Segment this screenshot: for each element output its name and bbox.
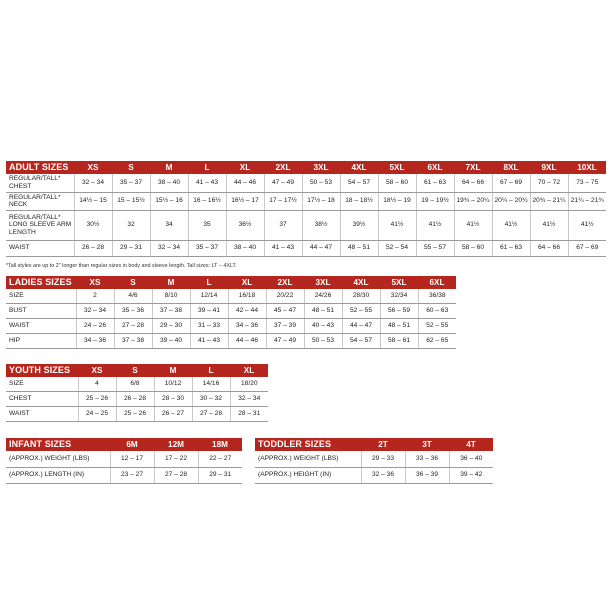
row-label: WAIST	[6, 407, 78, 422]
row-label: (APPROX.) WEIGHT (LBS)	[6, 451, 110, 467]
row-label: WAIST	[6, 240, 74, 256]
table-cell: 44 – 47	[342, 319, 380, 334]
table-header-row	[6, 438, 242, 451]
table-cell: 16/18	[228, 289, 266, 304]
table-cell: 19 – 19½	[416, 192, 454, 210]
table-cell: 41 – 43	[190, 334, 228, 349]
table-cell: 26 – 28	[116, 392, 154, 407]
table-cell: 8/10	[152, 289, 190, 304]
table-cell: 33 – 36	[405, 451, 449, 467]
table-cell: 17 – 17½	[264, 192, 302, 210]
table-row	[6, 192, 606, 210]
table-cell: 23 – 27	[110, 467, 154, 483]
table-cell: 41½	[530, 210, 568, 240]
table-cell: 40 – 43	[304, 319, 342, 334]
table-cell: 44 – 47	[302, 240, 340, 256]
table-cell: 14/16	[192, 377, 230, 392]
size-header: 4XL	[340, 161, 378, 174]
table-row	[6, 240, 606, 256]
size-header: 6XL	[416, 161, 454, 174]
table-cell: 38 – 40	[226, 240, 264, 256]
table-cell: 35 – 37	[188, 240, 226, 256]
table-title: TODDLER SIZES	[255, 438, 361, 451]
table-cell: 4/6	[114, 289, 152, 304]
row-label: BUST	[6, 304, 76, 319]
table-cell: 26 – 28	[74, 240, 112, 256]
table-cell: 20¾ – 21¼	[530, 192, 568, 210]
table-cell: 67 – 69	[568, 240, 606, 256]
size-header: XL	[226, 161, 264, 174]
size-header: L	[190, 276, 228, 289]
table-cell: 41½	[378, 210, 416, 240]
size-header: M	[152, 276, 190, 289]
table-cell: 29 – 33	[361, 451, 405, 467]
table-cell: 45 – 47	[266, 304, 304, 319]
size-header: 5XL	[380, 276, 418, 289]
size-header: 6XL	[418, 276, 456, 289]
table-cell: 35 – 37	[112, 174, 150, 192]
row-label: (APPROX.) LENGTH (IN)	[6, 467, 110, 483]
table-row	[6, 467, 242, 483]
table-cell: 67 – 69	[492, 174, 530, 192]
table-cell: 37	[264, 210, 302, 240]
table-cell: 17 – 22	[154, 451, 198, 467]
table-cell: 44 – 46	[226, 174, 264, 192]
table-cell: 32 – 34	[74, 174, 112, 192]
table-cell: 24 – 25	[78, 407, 116, 422]
table-cell: 29 – 31	[198, 467, 242, 483]
table-row	[6, 334, 456, 349]
size-header: 3XL	[302, 161, 340, 174]
table-cell: 61 – 63	[492, 240, 530, 256]
table-cell: 32/34	[380, 289, 418, 304]
table-cell: 60 – 63	[418, 304, 456, 319]
table-header-row	[6, 276, 456, 289]
table-cell: 34 – 36	[76, 334, 114, 349]
row-label: (APPROX.) HEIGHT (IN)	[255, 467, 361, 483]
table-row	[6, 377, 268, 392]
table-cell: 32	[112, 210, 150, 240]
table-cell: 70 – 72	[530, 174, 568, 192]
table-title: ADULT SIZES	[6, 161, 74, 174]
table-cell: 32 – 34	[150, 240, 188, 256]
table-cell: 18½ – 19	[378, 192, 416, 210]
table-cell: 35	[188, 210, 226, 240]
table-cell: 22 – 27	[198, 451, 242, 467]
size-header: 3XL	[304, 276, 342, 289]
table-cell: 54 – 57	[340, 174, 378, 192]
table-cell: 30½	[74, 210, 112, 240]
table-cell: 37 – 39	[266, 319, 304, 334]
adult-size-table	[6, 161, 606, 257]
table-cell: 14½ – 15	[74, 192, 112, 210]
size-header: L	[192, 364, 230, 377]
table-cell: 73 – 75	[568, 174, 606, 192]
table-cell: 38½	[302, 210, 340, 240]
table-cell: 32 – 34	[76, 304, 114, 319]
size-header: 9XL	[530, 161, 568, 174]
table-cell: 30 – 32	[192, 392, 230, 407]
size-header: 2T	[361, 438, 405, 451]
size-header: XS	[78, 364, 116, 377]
table-cell: 17½ – 18	[302, 192, 340, 210]
table-cell: 48 – 51	[304, 304, 342, 319]
table-cell: 41 – 43	[264, 240, 302, 256]
table-cell: 39 – 40	[152, 334, 190, 349]
size-header: 6M	[110, 438, 154, 451]
size-header: 7XL	[454, 161, 492, 174]
table-cell: 41 – 43	[188, 174, 226, 192]
table-cell: 64 – 66	[530, 240, 568, 256]
size-header: 4XL	[342, 276, 380, 289]
table-cell: 44 – 46	[228, 334, 266, 349]
table-cell: 50 – 53	[304, 334, 342, 349]
table-cell: 24 – 26	[76, 319, 114, 334]
table-cell: 39½	[340, 210, 378, 240]
size-header: M	[150, 161, 188, 174]
tall-sizes-note: *Tall styles are up to 2" longer than regular sizes in body and sleeve length. Tall sizes: LT – 4XLT.	[6, 263, 237, 269]
table-cell: 36½	[226, 210, 264, 240]
table-cell: 39 – 42	[449, 467, 493, 483]
table-row	[6, 304, 456, 319]
table-cell: 21¼ – 21¾	[568, 192, 606, 210]
table-cell: 20/22	[266, 289, 304, 304]
table-cell: 39 – 41	[190, 304, 228, 319]
size-header: 3T	[405, 438, 449, 451]
table-cell: 54 – 57	[342, 334, 380, 349]
size-header: S	[114, 276, 152, 289]
table-cell: 37 – 38	[114, 334, 152, 349]
table-cell: 12/14	[190, 289, 228, 304]
table-cell: 6/8	[116, 377, 154, 392]
table-cell: 10/12	[154, 377, 192, 392]
size-header: 2XL	[264, 161, 302, 174]
table-cell: 18/20	[230, 377, 268, 392]
table-cell: 41½	[492, 210, 530, 240]
table-cell: 27 – 28	[154, 467, 198, 483]
row-label: SIZE	[6, 289, 76, 304]
table-cell: 58 – 61	[380, 334, 418, 349]
table-cell: 27 – 28	[192, 407, 230, 422]
table-cell: 47 – 49	[264, 174, 302, 192]
table-cell: 62 – 65	[418, 334, 456, 349]
table-cell: 56 – 59	[380, 304, 418, 319]
size-header: S	[116, 364, 154, 377]
table-cell: 28/30	[342, 289, 380, 304]
table-cell: 52 – 55	[418, 319, 456, 334]
row-label: CHEST	[6, 392, 78, 407]
table-cell: 34	[150, 210, 188, 240]
table-cell: 64 – 66	[454, 174, 492, 192]
table-cell: 34 – 36	[228, 319, 266, 334]
size-header: XS	[76, 276, 114, 289]
table-cell: 27 – 28	[114, 319, 152, 334]
table-row	[255, 451, 493, 467]
table-cell: 32 – 36	[361, 467, 405, 483]
size-header: XL	[230, 364, 268, 377]
table-row	[6, 289, 456, 304]
table-cell: 20¼ – 20¾	[492, 192, 530, 210]
table-row	[6, 392, 268, 407]
table-cell: 29 – 30	[152, 319, 190, 334]
table-cell: 42 – 44	[228, 304, 266, 319]
table-cell: 48 – 51	[340, 240, 378, 256]
table-header-row	[6, 364, 268, 377]
table-cell: 15 – 15½	[112, 192, 150, 210]
table-title: INFANT SIZES	[6, 438, 110, 451]
size-header: 8XL	[492, 161, 530, 174]
table-row	[6, 174, 606, 192]
table-cell: 58 – 60	[454, 240, 492, 256]
table-cell: 18 – 18½	[340, 192, 378, 210]
table-cell: 15½ – 16	[150, 192, 188, 210]
table-cell: 31 – 33	[190, 319, 228, 334]
size-header: S	[112, 161, 150, 174]
table-cell: 35 – 36	[114, 304, 152, 319]
table-cell: 41½	[454, 210, 492, 240]
table-cell: 25 – 26	[116, 407, 154, 422]
table-cell: 26 – 27	[154, 407, 192, 422]
table-cell: 2	[76, 289, 114, 304]
size-header: M	[154, 364, 192, 377]
table-cell: 32 – 34	[230, 392, 268, 407]
table-cell: 50 – 53	[302, 174, 340, 192]
table-cell: 16½ – 17	[226, 192, 264, 210]
table-cell: 55 – 57	[416, 240, 454, 256]
table-cell: 58 – 60	[378, 174, 416, 192]
table-row	[6, 451, 242, 467]
table-cell: 52 – 55	[342, 304, 380, 319]
ladies-size-table	[6, 276, 456, 349]
table-row	[6, 407, 268, 422]
table-cell: 61 – 63	[416, 174, 454, 192]
table-row	[255, 467, 493, 483]
table-cell: 24/26	[304, 289, 342, 304]
youth-size-table	[6, 364, 268, 422]
table-cell: 36/38	[418, 289, 456, 304]
size-header: XL	[228, 276, 266, 289]
table-cell: 48 – 51	[380, 319, 418, 334]
row-label: SIZE	[6, 377, 78, 392]
size-header: 10XL	[568, 161, 606, 174]
table-cell: 28 – 30	[154, 392, 192, 407]
row-label: REGULAR/TALL* LONG SLEEVE ARM LENGTH	[6, 210, 74, 240]
size-header: 4T	[449, 438, 493, 451]
row-label: REGULAR/TALL* NECK	[6, 192, 74, 210]
row-label: REGULAR/TALL* CHEST	[6, 174, 74, 192]
table-header-row	[6, 161, 606, 174]
table-row	[6, 319, 456, 334]
infant-size-table	[6, 438, 242, 484]
table-header-row	[255, 438, 493, 451]
table-cell: 38 – 40	[150, 174, 188, 192]
toddler-size-table	[255, 438, 493, 484]
row-label: WAIST	[6, 319, 76, 334]
row-label: HIP	[6, 334, 76, 349]
table-cell: 28 – 31	[230, 407, 268, 422]
table-title: YOUTH SIZES	[6, 364, 78, 377]
size-header: 5XL	[378, 161, 416, 174]
table-cell: 37 – 38	[152, 304, 190, 319]
size-header: L	[188, 161, 226, 174]
table-cell: 12 – 17	[110, 451, 154, 467]
row-label: (APPROX.) WEIGHT (LBS)	[255, 451, 361, 467]
table-row	[6, 210, 606, 240]
size-header: 2XL	[266, 276, 304, 289]
table-cell: 36 – 40	[449, 451, 493, 467]
table-title: LADIES SIZES	[6, 276, 76, 289]
size-header: 18M	[198, 438, 242, 451]
table-cell: 25 – 26	[78, 392, 116, 407]
table-cell: 16 – 16½	[188, 192, 226, 210]
table-cell: 4	[78, 377, 116, 392]
table-cell: 47 – 49	[266, 334, 304, 349]
table-cell: 41½	[568, 210, 606, 240]
table-cell: 19¾ – 20¼	[454, 192, 492, 210]
table-cell: 41½	[416, 210, 454, 240]
size-header: 12M	[154, 438, 198, 451]
table-cell: 36 – 39	[405, 467, 449, 483]
table-cell: 52 – 54	[378, 240, 416, 256]
table-cell: 29 – 31	[112, 240, 150, 256]
size-header: XS	[74, 161, 112, 174]
